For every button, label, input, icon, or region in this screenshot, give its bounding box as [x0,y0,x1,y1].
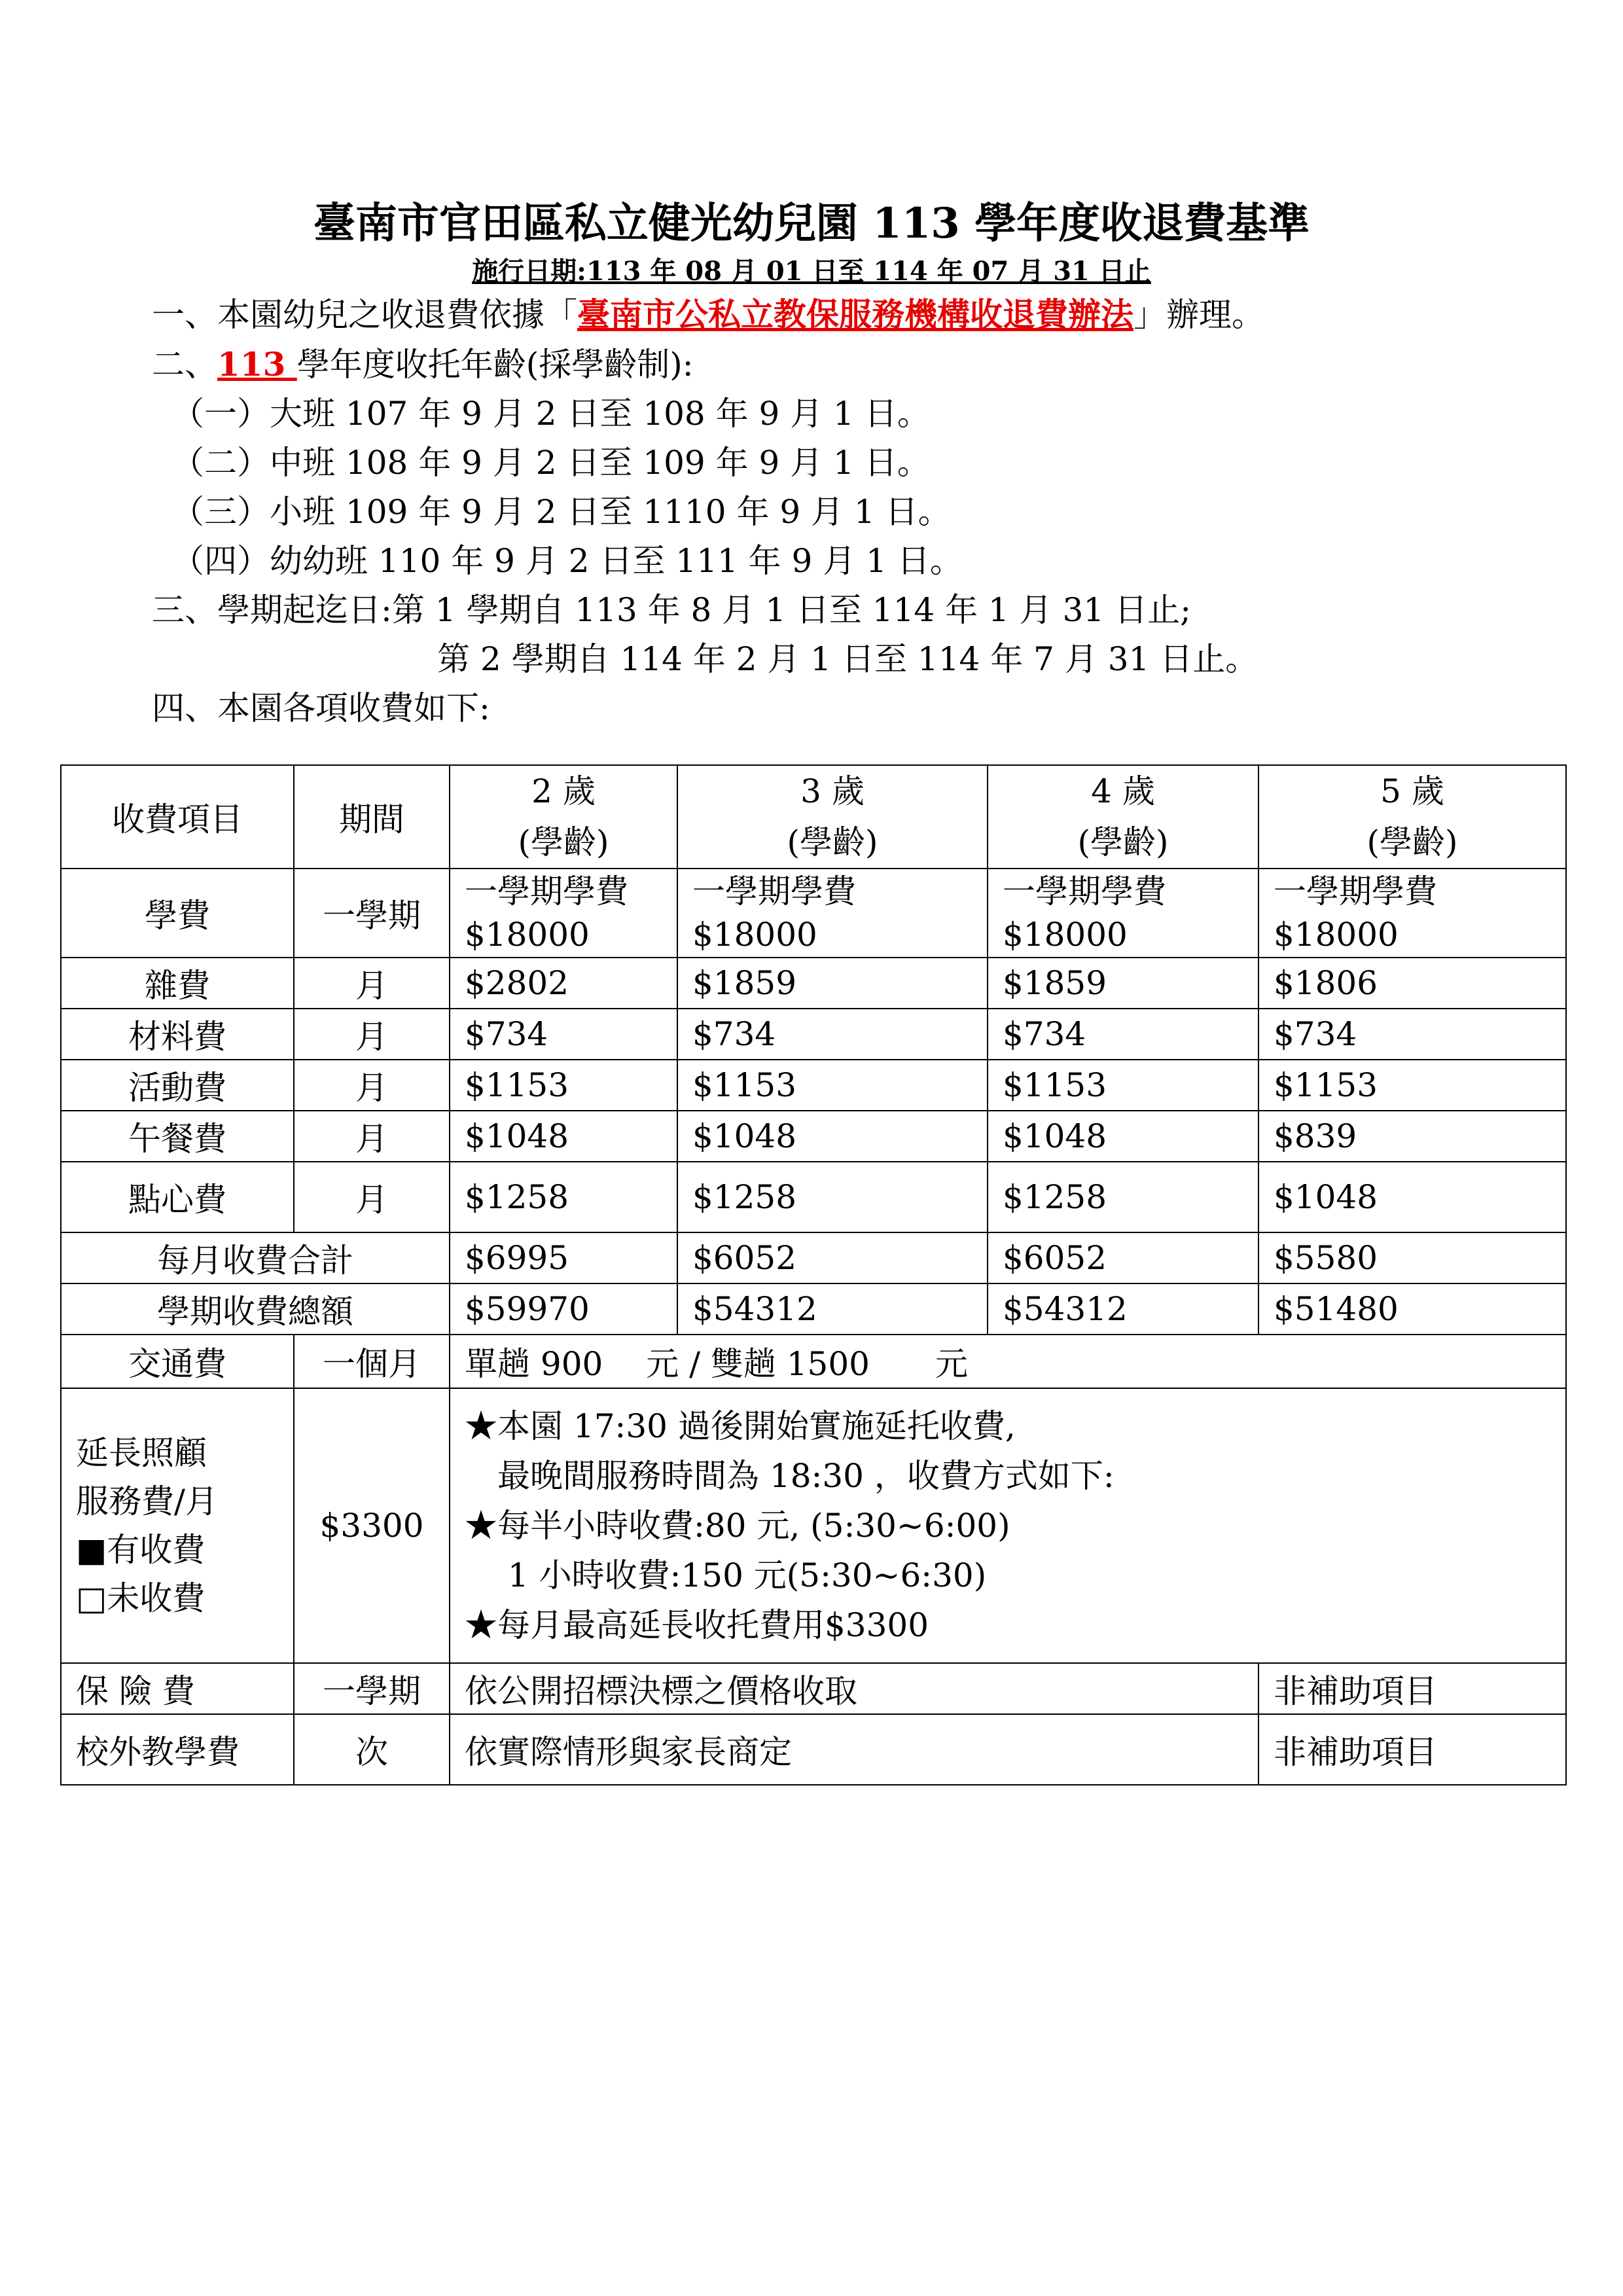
header-age-4: 4 歲 (學齡) [988,765,1258,869]
header-age-5: 5 歲 (學齡) [1258,765,1566,869]
tuition-age-3: 一學期學費 $18000 [677,869,988,958]
row-value: $1859 [988,958,1258,1009]
tuition-period: 一學期 [294,869,450,958]
class-senior: （一）大班 107 年 9 月 2 日至 108 年 9 月 1 日。 [171,395,930,433]
row-period: 月 [294,1111,450,1162]
transport-detail: 單趟 900 元 / 雙趟 1500 元 [450,1335,1566,1388]
row-value: $1859 [677,958,988,1009]
section-1 [152,292,1264,338]
row-value: $6052 [988,1232,1258,1283]
fee-table [60,764,1567,1785]
table-row [61,958,1566,1009]
row-value: $51480 [1258,1283,1566,1335]
row-period: 月 [294,1009,450,1060]
table-row [61,869,1566,958]
semester-total-label: 學期收費總額 [61,1283,450,1335]
row-item: 活動費 [61,1060,294,1111]
monthly-total-label: 每月收費合計 [61,1232,450,1283]
section-1-prefix: 一、本園幼兒之收退費依據「 [152,296,577,334]
row-value: $734 [988,1009,1258,1060]
charged-checkbox-unchecked: □未收費 [76,1579,205,1617]
semester-total-row [61,1283,1566,1335]
row-value: $5580 [1258,1232,1566,1283]
header-item: 收費項目 [61,765,294,869]
document-title: 臺南市官田區私立健光幼兒園 113 學年度收退費基準 [313,199,1310,248]
row-value: $2802 [450,958,677,1009]
transport-row [61,1335,1566,1388]
row-value: $1806 [1258,958,1566,1009]
extended-care-notes: ★本園 17:30 過後開始實施延托收費, 最晚間服務時間為 18:30 ，收費方式如下: ★每半小時收費:80 元, (5:30~6:00) 1 小時收費:150 元(5:30~6:30) ★每月最高延長收托費用$3300 [450,1388,1566,1663]
field-trip-row [61,1714,1566,1785]
field-trip-note: 非補助項目 [1258,1714,1566,1785]
table-row [61,1162,1566,1232]
tuition-age-4: 一學期學費 $18000 [988,869,1258,958]
row-period: 月 [294,958,450,1009]
regulation-name: 臺南市公私立教保服務機構收退費辦法 [577,295,1133,334]
row-item: 雜費 [61,958,294,1009]
row-value: $59970 [450,1283,677,1335]
row-value: $1258 [988,1162,1258,1232]
row-value: $6995 [450,1232,677,1283]
row-item: 午餐費 [61,1111,294,1162]
effective-date: 施行日期:113 年 08 月 01 日至 114 年 07 月 31 日止 [472,256,1151,287]
row-value: $6052 [677,1232,988,1283]
extended-care-row [61,1388,1566,1663]
row-value: $54312 [988,1283,1258,1335]
table-row [61,1111,1566,1162]
extended-care-item: 延長照顧 服務費/月 ■有收費 □未收費 [61,1388,294,1663]
section-2 [152,342,694,387]
row-value: $1153 [677,1060,988,1111]
semester-dates-1: 三、學期起迄日:第 1 學期自 113 年 8 月 1 日至 114 年 1 月 31 日止; [152,591,1191,629]
row-value: $734 [677,1009,988,1060]
table-header-row [61,765,1566,869]
tuition-age-5: 一學期學費 $18000 [1258,869,1566,958]
transport-item: 交通費 [61,1335,294,1388]
class-junior: （三）小班 109 年 9 月 2 日至 1110 年 9 月 1 日。 [171,493,951,531]
table-row [61,1009,1566,1060]
insurance-note: 非補助項目 [1258,1663,1566,1714]
semester-dates-2: 第 2 學期自 114 年 2 月 1 日至 114 年 7 月 31 日止。 [437,640,1258,678]
tuition-item: 學費 [61,869,294,958]
insurance-detail: 依公開招標決標之價格收取 [450,1663,1258,1714]
section-2-prefix: 二、 [152,346,217,384]
insurance-item: 保 險 費 [61,1663,294,1714]
table-row [61,1060,1566,1111]
row-value: $1048 [450,1111,677,1162]
row-value: $1258 [450,1162,677,1232]
insurance-row [61,1663,1566,1714]
insurance-period: 一學期 [294,1663,450,1714]
row-value: $1048 [677,1111,988,1162]
section-4: 四、本園各項收費如下: [152,689,490,727]
row-value: $839 [1258,1111,1566,1162]
field-trip-period: 次 [294,1714,450,1785]
row-item: 材料費 [61,1009,294,1060]
row-period: 月 [294,1060,450,1111]
row-value: $1048 [1258,1162,1566,1232]
section-2-suffix: 學年度收托年齡(採學齡制): [296,346,694,384]
extended-care-fee: $3300 [294,1388,450,1663]
row-value: $54312 [677,1283,988,1335]
row-value: $1048 [988,1111,1258,1162]
tuition-age-2: 一學期學費 $18000 [450,869,677,958]
monthly-total-row [61,1232,1566,1283]
row-value: $1153 [450,1060,677,1111]
field-trip-item: 校外教學費 [61,1714,294,1785]
header-age-3: 3 歲 (學齡) [677,765,988,869]
field-trip-detail: 依實際情形與家長商定 [450,1714,1258,1785]
section-1-suffix: 」辦理。 [1133,296,1264,334]
transport-period: 一個月 [294,1335,450,1388]
class-toddler: （四）幼幼班 110 年 9 月 2 日至 111 年 9 月 1 日。 [171,542,963,580]
row-value: $734 [1258,1009,1566,1060]
row-period: 月 [294,1162,450,1232]
header-period: 期間 [294,765,450,869]
row-value: $734 [450,1009,677,1060]
academic-year: 113 [217,345,297,384]
row-value: $1258 [677,1162,988,1232]
row-item: 點心費 [61,1162,294,1232]
row-value: $1153 [988,1060,1258,1111]
row-value: $1153 [1258,1060,1566,1111]
charged-checkbox-checked: ■有收費 [76,1531,205,1569]
class-middle: （二）中班 108 年 9 月 2 日至 109 年 9 月 1 日。 [171,444,930,482]
header-age-2: 2 歲 (學齡) [450,765,677,869]
